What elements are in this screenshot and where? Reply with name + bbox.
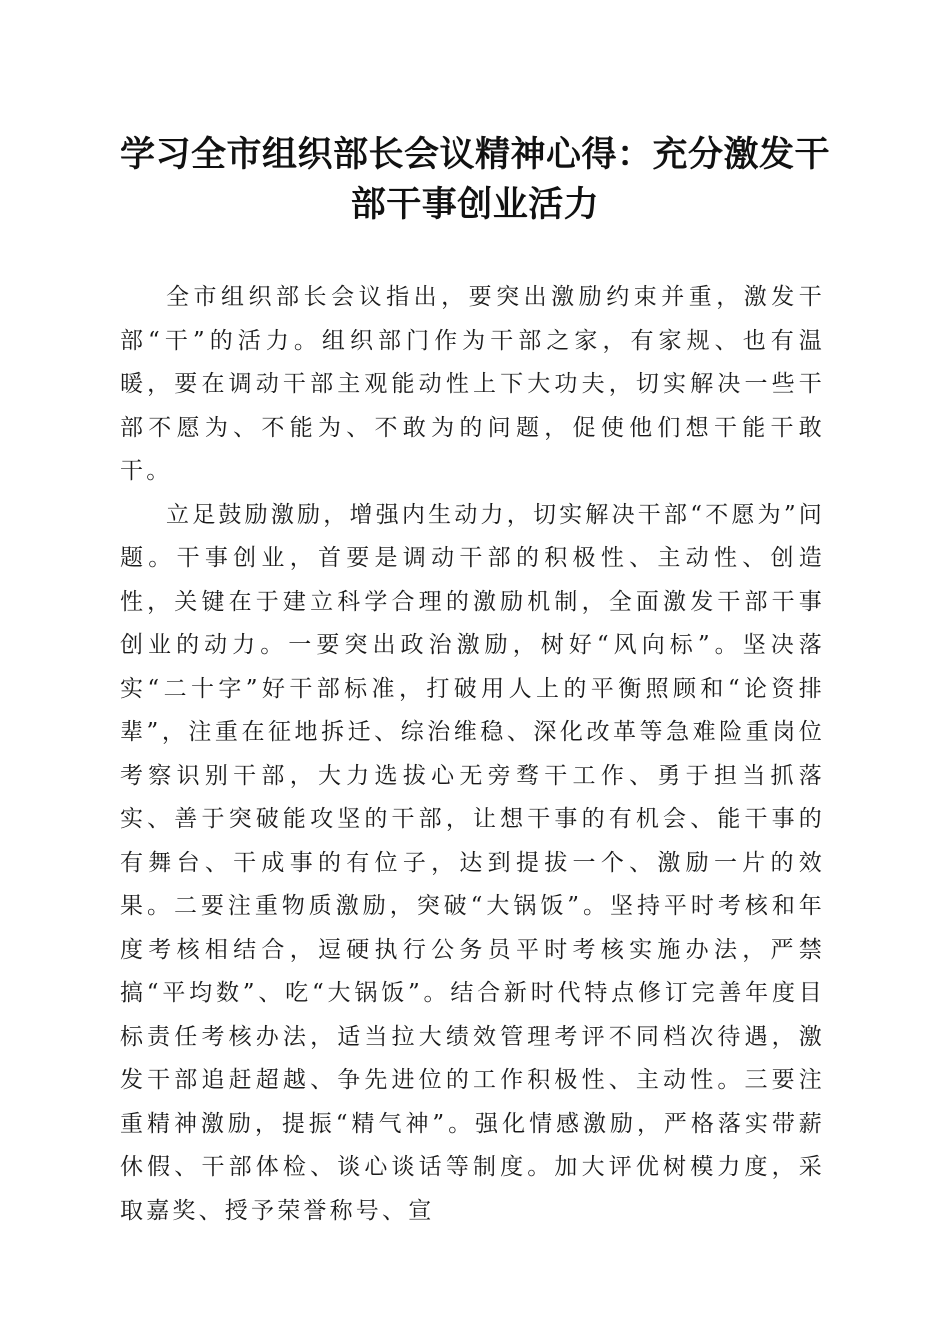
title-line-1: 学习全市组织部长会议精神心得：充分激发干 bbox=[119, 134, 830, 175]
paragraph-1: 全市组织部长会议指出，要突出激励约束并重，激发干部“干”的活力。组织部门作为干部之家，有家规、也有温暖，要在调动干部主观能动性上下大功夫，切实解决一些干部不愿为、不能为、不敢为的问题，促使他们想干能干敢干。 bbox=[120, 284, 825, 484]
title-line-2: 部干事创业活力 bbox=[350, 184, 600, 225]
document-body bbox=[120, 276, 825, 1233]
paragraph-2: 立足鼓励激励，增强内生动力，切实解决干部“不愿为”问题。干事创业，首要是调动干部的积极性、主动性、创造性，关键在于建立科学合理的激励机制，全面激发干部干事创业的动力。一要突出政治激励，树好“风向标”。坚决落实“二十字”好干部标准，打破用人上的平衡照顾和“论资排辈”，注重在征地拆迁、综治维稳、深化改革等急难险重岗位考察识别干部，大力选拔心无旁骛干工作、勇于担当抓落实、善于突破能攻坚的干部，让想干事的有机会、能干事的有舞台、干成事的有位子，达到提拔一个、激励一片的效果。二要注重物质激励，突破“大锅饭”。坚持平时考核和年度考核相结合，逗硬执行公务员平时考核实施办法，严禁搞“平均数”、吃“大锅饭”。结合新时代特点修订完善年度目标责任考核办法，适当拉大绩效管理考评不同档次待遇，激发干部追赶超越、争先进位的工作积极性、主动性。三要注重精神激励，提振“精气神”。强化情感激励，严格落实带薪休假、干部体检、谈心谈话等制度。加大评优树模力度，采取嘉奖、授予荣誉称号、宣 bbox=[120, 501, 825, 1224]
document-title bbox=[100, 130, 850, 230]
